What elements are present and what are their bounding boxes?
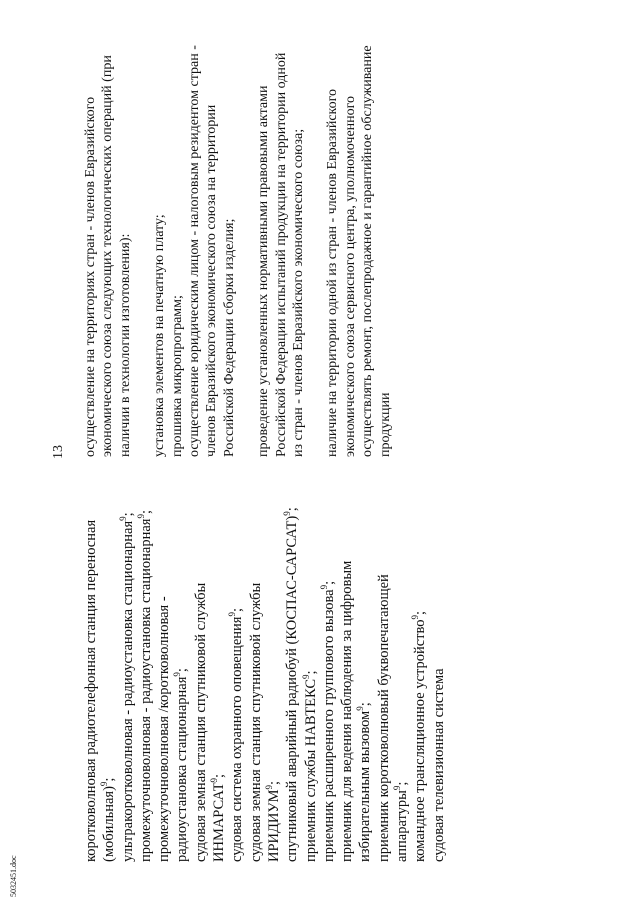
list-item: приемник для ведения наблюдения за цифровым избирательным вызовом$^9$; bbox=[339, 560, 374, 862]
list-item: приемник службы НАВТЕКС$^9$; bbox=[300, 670, 319, 862]
footnote-marker: 9 bbox=[209, 777, 220, 783]
operation-item: осуществление юридическим лицом - налоговым резидентом стран - членов Евразийского экономического союза на территории Российской Федерации сборки изделия; bbox=[187, 45, 237, 457]
footnote-marker: 9 bbox=[410, 615, 421, 620]
list-item: приемник коротковолновый буквопечатающей аппаратуры$^9$; bbox=[375, 574, 411, 862]
footnote-marker: 9 bbox=[319, 584, 330, 590]
list-item: промежуточноволновая - радиоустановка стационарная$^9$; bbox=[136, 510, 154, 862]
tests-paragraph: проведение установленных нормативными правовыми актами Российской Федерации испытаний продукции на территории одной из стран - членов Евразийского экономического союза; bbox=[256, 52, 307, 457]
footnote-marker: 9 bbox=[282, 511, 293, 516]
operation-item: установка элементов на печатную плату; bbox=[152, 214, 168, 457]
service-paragraph: наличие на территории одной из стран - членов Евразийского экономического союза сервисного центра, уполномоченного осуществлять ремонт, послепродажное и гарантийное обслуживание продукции bbox=[325, 45, 393, 457]
footnote-marker: 9 bbox=[136, 514, 147, 519]
footnote-marker: 9 bbox=[264, 784, 275, 790]
list-item: спутниковый аварийный радиобуй (КОСПАС-САРСАТ)$^9$; bbox=[282, 507, 301, 862]
intro-paragraph: осуществление на территориях стран - членов Евразийского экономического союза следующих технологических операций (при наличии в технологии изготовления): bbox=[83, 55, 133, 457]
footnote-marker: 9 bbox=[117, 516, 128, 521]
rotated-content bbox=[50, 42, 590, 862]
document-reference: 5032451.doc bbox=[9, 855, 18, 897]
footnote-marker: 9 bbox=[392, 785, 403, 791]
operation-item: прошивка микропрограмм; bbox=[169, 295, 185, 457]
list-item: приемник расширенного группового вызова$^9$; bbox=[319, 580, 337, 862]
list-item: ультракоротковолновая - радиоустановка стационарная$^9$; bbox=[117, 512, 136, 862]
list-item: судовая земная станция спутниковой службы ИНМАРСАТ$^9$; bbox=[192, 582, 228, 862]
equipment-list bbox=[82, 502, 448, 862]
footnote-marker: 9 bbox=[355, 706, 366, 711]
list-item: судовая земная станция спутниковой службы ИРИДИУМ$^9$; bbox=[247, 582, 282, 862]
list-item: командное трансляционное устройство$^9$; bbox=[410, 610, 429, 862]
footnote-marker: 9 bbox=[172, 672, 183, 677]
list-item: судовая телевизионная система bbox=[430, 668, 447, 862]
page-number: 13 bbox=[51, 445, 66, 459]
footnote-marker: 9 bbox=[227, 612, 238, 617]
list-item: коротковолновая радиотелефонная станция переносная (мобильная)$^9$; bbox=[83, 519, 118, 862]
list-item: промежуточноволновая /коротковолновая - радиоустановка стационарная$^9$; bbox=[156, 596, 191, 862]
footnote-marker: 9 bbox=[99, 781, 110, 787]
conditions-text bbox=[82, 42, 394, 457]
list-item: судовая система охранного оповещения$^9$; bbox=[227, 608, 246, 862]
footnote-marker: 9 bbox=[300, 674, 311, 679]
